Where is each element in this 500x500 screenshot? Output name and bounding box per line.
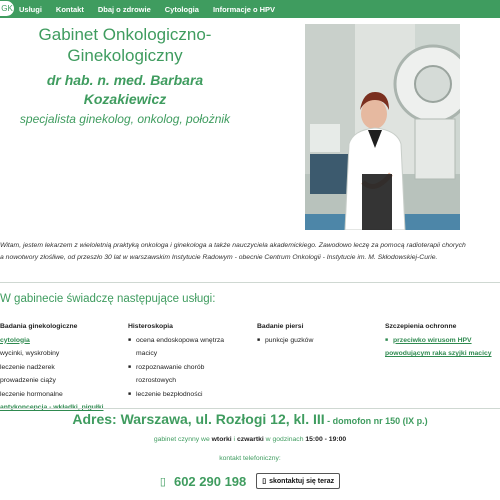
doctor-name-line2: Kozakiewicz xyxy=(83,91,167,107)
doctor-name-line1: dr hab. n. med. Barbara xyxy=(46,72,204,88)
service-item: rozrostowych xyxy=(136,377,177,384)
service-title: Histeroskopia xyxy=(128,323,173,330)
mobile-phone-icon: ▯ xyxy=(262,478,267,485)
page-title-line2: Ginekologiczny xyxy=(67,46,183,65)
intro-line2: a nowotwory złośliwe, od przeszło 30 lat w warszawskim Instytucie Radowym - obecnie Centrum Onkologii - Instytucie im. M. Skłodowskiej-Curie. xyxy=(0,254,438,261)
contact-row xyxy=(0,473,500,489)
service-item: ■ leczenie bezpłodności xyxy=(128,388,224,402)
contact-now-button[interactable] xyxy=(256,473,340,489)
mobile-phone-icon: ▯ xyxy=(159,475,166,488)
hours-day1: wtorki xyxy=(211,436,232,443)
contact-label: kontakt telefoniczny: xyxy=(219,455,281,462)
nav-item-kontakt[interactable]: Kontakt xyxy=(55,4,84,14)
top-navigation xyxy=(0,0,500,18)
nav-menu xyxy=(19,0,289,18)
service-item: leczenie hormonalne xyxy=(0,390,63,398)
phone-number[interactable]: 602 290 198 xyxy=(173,473,247,489)
intro-text xyxy=(0,240,500,264)
service-item: wycinki, wyskrobiny xyxy=(0,350,60,357)
service-item: macicy xyxy=(136,350,158,357)
nav-item-uslugi[interactable]: Usługi xyxy=(19,4,42,14)
intro-line1: Witam, jestem lekarzem z wieloletnią praktyką onkologa i ginekologa a także nauczyciela akademickiego. Zawodowo leczę za pomocą radioterapii chorych xyxy=(0,242,466,249)
service-title: Badania ginekologiczne xyxy=(0,323,78,330)
service-item: ■ punkcje guzków xyxy=(257,334,313,348)
services-col-vaccination xyxy=(385,320,492,361)
doctor-specialty: specjalista ginekolog, onkolog, położnik xyxy=(19,112,231,126)
hours-mid: i xyxy=(231,436,237,443)
address-main: Adres: Warszawa, ul. Rozłogi 12, kl. III xyxy=(72,411,325,427)
service-item: prowadzenie ciąży xyxy=(0,377,56,384)
hours-pre: gabinet czynny we xyxy=(153,436,212,443)
hours-time: 15:00 - 19:00 xyxy=(305,436,347,443)
hours-post: w godzinach xyxy=(263,436,306,443)
service-item: leczenie nadżerek xyxy=(0,363,55,371)
link-hpv-vaccination[interactable]: ■ przeciwko wirusom HPV xyxy=(385,334,492,348)
address xyxy=(0,411,500,427)
opening-hours xyxy=(0,436,500,443)
divider xyxy=(0,408,500,409)
contact-now-label: skontaktuj się teraz xyxy=(269,477,335,485)
service-item: ■ ocena endoskopowa wnętrza xyxy=(128,334,224,348)
address-suffix: - domofon nr 150 (IX p.) xyxy=(324,416,428,426)
doctor-photo xyxy=(305,24,460,230)
service-item: ■ rozpoznawanie chorób xyxy=(128,361,224,375)
services-col-hysteroscopy xyxy=(128,320,224,401)
hours-day2: czwartki xyxy=(236,436,264,443)
service-title: Szczepienia ochronne xyxy=(385,323,457,330)
page-title-line1: Gabinet Onkologiczno- xyxy=(38,25,212,44)
site-logo[interactable] xyxy=(0,1,14,16)
nav-item-dbaj-o-zdrowie[interactable]: Dbaj o zdrowie xyxy=(97,4,151,14)
services-col-breast xyxy=(257,320,313,347)
services-heading: W gabinecie świadczę następujące usługi: xyxy=(0,293,216,305)
nav-item-hpv[interactable]: Informacje o HPV xyxy=(212,4,276,14)
service-title: Badanie piersi xyxy=(257,323,304,330)
link-hpv-vaccination-line2[interactable]: powodującym raka szyjki macicy xyxy=(385,350,492,357)
nav-item-cytologia[interactable]: Cytologia xyxy=(164,4,199,14)
services-col-gynecology xyxy=(0,320,104,415)
link-cytologia[interactable]: cytologia xyxy=(0,336,30,344)
logo-text: GK xyxy=(1,4,13,13)
divider xyxy=(0,282,500,283)
